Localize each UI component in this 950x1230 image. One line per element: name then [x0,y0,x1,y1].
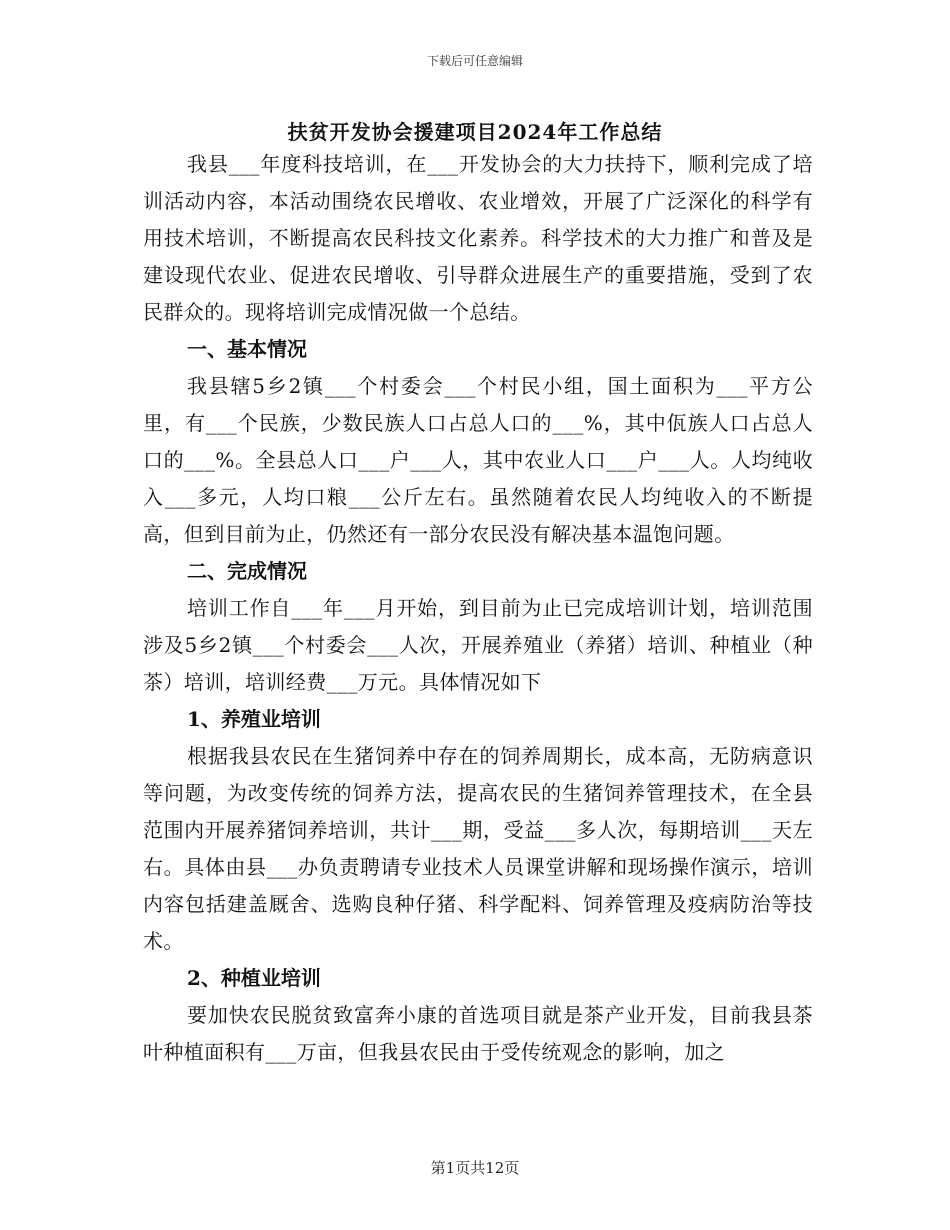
subsection-heading-breeding: 1、养殖业培训 [187,707,321,731]
section-heading-completion: 二、完成情况 [187,559,307,583]
paragraph-basic: 我县辖5乡2镇___个村委会___个村民小组，国土面积为___平方公里，有___个民族，少数民族人口占总人口的___%，其中佤族人口占总人口的___%。全县总人口___户___人，其中农业人口___户___人。人均纯收入___多元，人均口粮___公斤左右。虽然随着农民人均纯收入的不断提高，但到目前为止，仍然还有一部分农民没有解决基本温饱问题。 [143,374,813,546]
document-title: 扶贫开发协会援建项目2024年工作总结 [287,120,663,144]
header-note: 下载后可任意编辑 [426,54,523,68]
paragraph-completion: 培训工作自___年___月开始，到目前为止已完成培训计划，培训范围涉及5乡2镇___个村委会___人次，开展养殖业（养猪）培训、种植业（种茶）培训，培训经费___万元。具体情况如下 [143,596,813,694]
page-footer: 第1页共12页 [430,1159,520,1177]
subsection-heading-planting: 2、种植业培训 [187,966,321,990]
paragraph-breeding: 根据我县农民在生猪饲养中存在的饲养周期长，成本高，无防病意识等问题，为改变传统的饲养方法，提高农民的生猪饲养管理技术，在全县范围内开展养猪饲养培训，共计___期，受益___多人次，每期培训___天左右。具体由县___办负责聘请专业技术人员课堂讲解和现场操作演示，培训内容包括建盖厩舍、选购良种仔猪、科学配料、饲养管理及疫病防治等技术。 [143,744,813,953]
paragraph-planting: 要加快农民脱贫致富奔小康的首选项目就是茶产业开发，目前我县茶叶种植面积有___万亩，但我县农民由于受传统观念的影响，加之 [143,1003,813,1064]
paragraph-intro: 我县___年度科技培训，在___开发协会的大力扶持下，顺利完成了培训活动内容，本活动围绕农民增收、农业增效，开展了广泛深化的科学有用技术培训，不断提高农民科技文化素养。科学技术的大力推广和普及是建设现代农业、促进农民增收、引导群众进展生产的重要措施，受到了农民群众的。现将培训完成情况做一个总结。 [143,152,813,324]
section-heading-basic: 一、基本情况 [187,337,307,361]
document-body [143,146,813,1071]
